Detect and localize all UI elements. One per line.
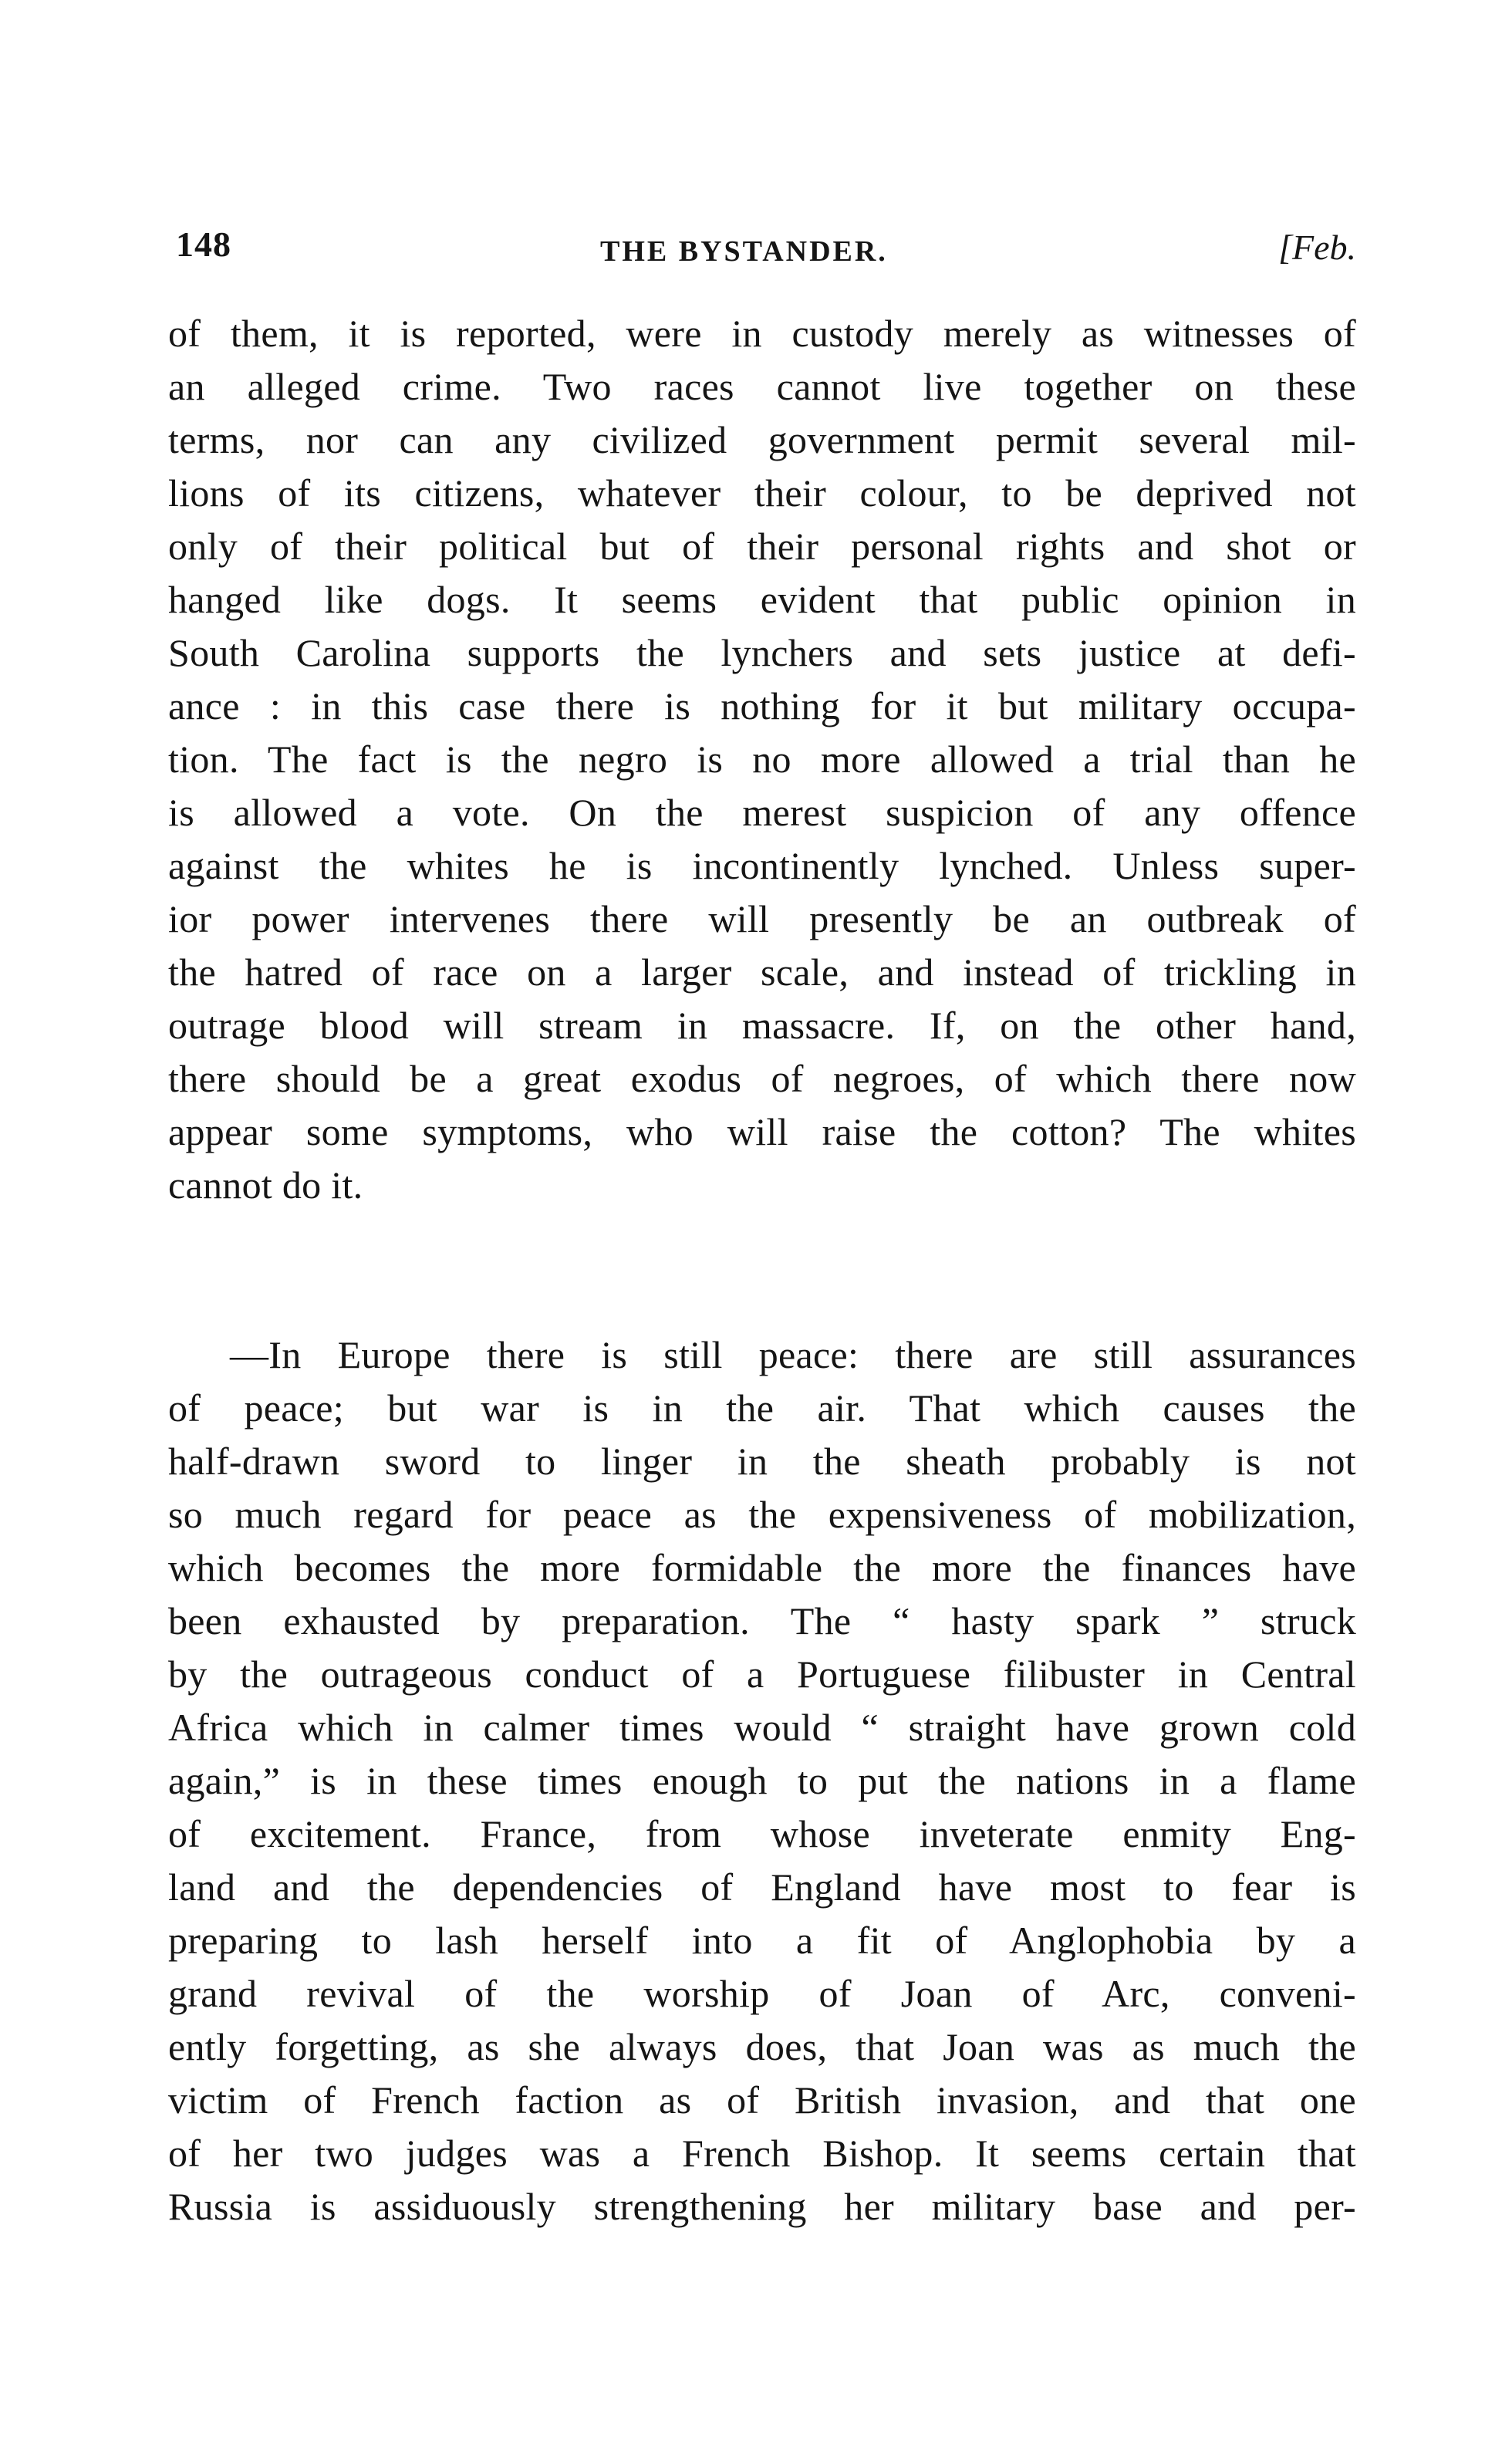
text-line: an alleged crime. Two races cannot live together on these [168,365,1356,408]
text-line: half-drawn sword to linger in the sheath probably is not [168,1440,1356,1483]
running-head [176,224,1356,285]
text-line: so much regard for peace as the expensiveness of mobilization, [168,1493,1356,1536]
text-line: outrage blood will stream in massacre. If, on the other hand, [168,1004,1356,1047]
running-title: THE BYSTANDER. [600,235,888,268]
text-line: —In Europe there is still peace: there are still assurances [230,1333,1356,1376]
text-line: victim of French faction as of British invasion, and that one [168,2078,1356,2122]
text-line: land and the dependencies of England have most to fear is [168,1865,1356,1909]
text-line: of them, it is reported, were in custody merely as witnesses of [168,312,1356,355]
text-line: ior power intervenes there will presently be an outbreak of [168,897,1356,940]
text-line: been exhausted by preparation. The “ hasty spark ” struck [168,1599,1356,1642]
text-line: hanged like dogs. It seems evident that public opinion in [168,578,1356,621]
text-line: of excitement. France, from whose inveterate enmity Eng- [168,1812,1356,1855]
text-line: is allowed a vote. On the merest suspicion of any offence [168,791,1356,834]
paragraph-lynching [168,307,1356,1212]
text-line: against the whites he is incontinently lynched. Unless super- [168,844,1356,887]
text-line: tion. The fact is the negro is no more allowed a trial than he [168,738,1356,781]
text-line: appear some symptoms, who will raise the cotton? The whites [168,1110,1356,1153]
running-month: [Feb. [1278,228,1356,267]
text-line: South Carolina supports the lynchers and sets justice at defi- [168,631,1356,674]
text-line: lions of its citizens, whatever their colour, to be deprived not [168,471,1356,515]
paragraph-europe [168,1328,1356,2233]
page-number: 148 [176,224,231,264]
text-line: Russia is assiduously strengthening her military base and per- [168,2185,1356,2228]
text-line: Africa which in calmer times would “ straight have grown cold [168,1706,1356,1749]
text-line: terms, nor can any civilized government permit several mil- [168,418,1356,461]
text-line: again,” is in these times enough to put the nations in a flame [168,1759,1356,1802]
text-line: cannot do it. [168,1163,363,1207]
text-line: of peace; but war is in the air. That which causes the [168,1386,1356,1430]
text-line: ently forgetting, as she always does, that Joan was as much the [168,2025,1356,2068]
text-line: which becomes the more formidable the more the finances have [168,1546,1356,1589]
text-line: ance : in this case there is nothing for it but military occupa- [168,684,1356,727]
text-line: of her two judges was a French Bishop. It seems certain that [168,2132,1356,2175]
text-line: only of their political but of their personal rights and shot or [168,525,1356,568]
text-line: grand revival of the worship of Joan of Arc, conveni- [168,1972,1356,2015]
text-line: there should be a great exodus of negroes, of which there now [168,1057,1356,1100]
text-line: the hatred of race on a larger scale, and instead of trickling in [168,950,1356,994]
text-line: by the outrageous conduct of a Portuguese filibuster in Central [168,1652,1356,1696]
text-line: preparing to lash herself into a fit of Anglophobia by a [168,1919,1356,1962]
